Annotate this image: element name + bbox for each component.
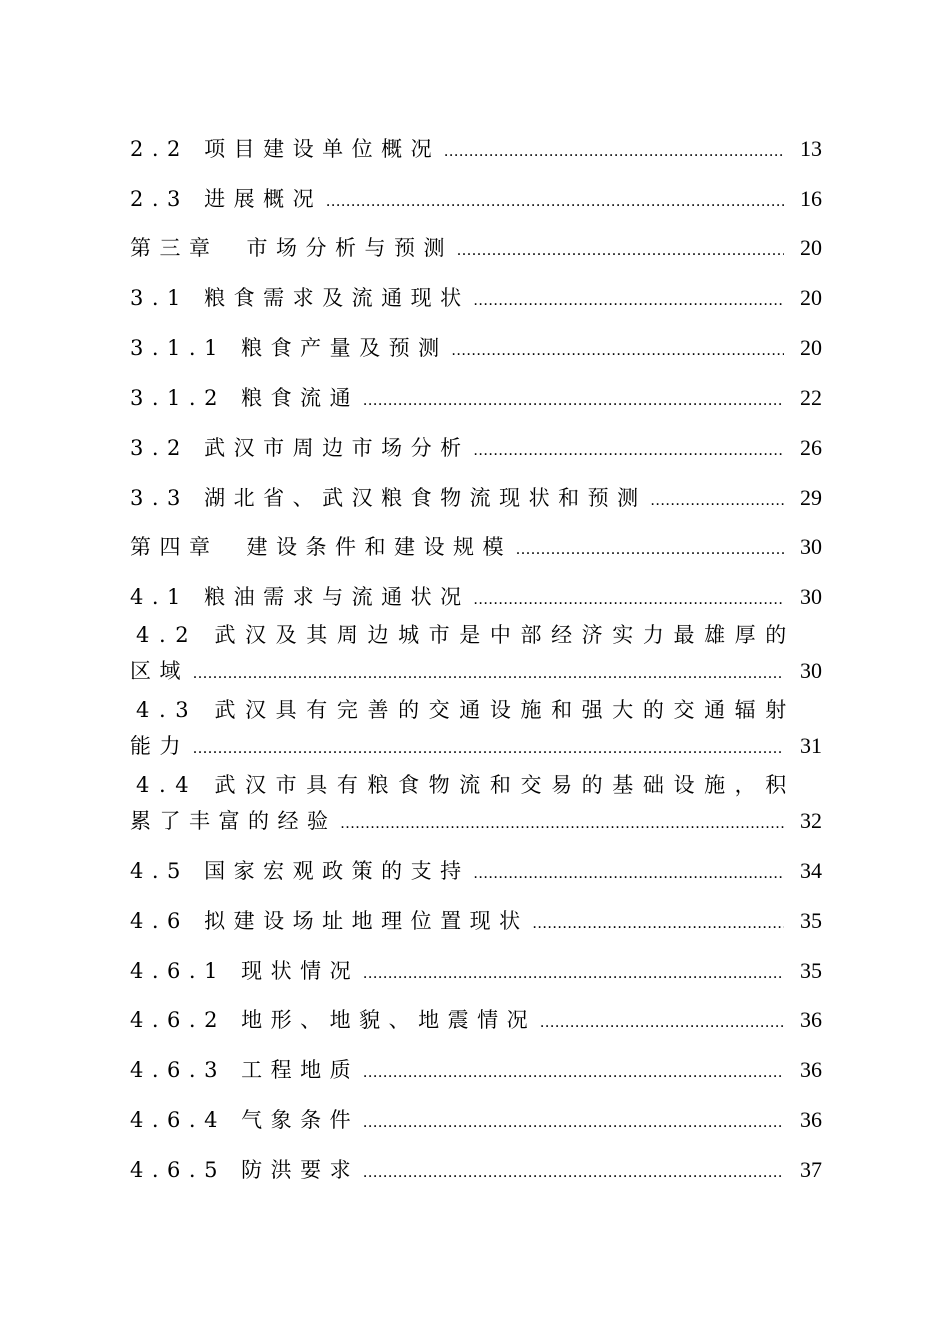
toc-entry [130, 1003, 822, 1037]
toc-entry-label: 2.2 项目建设单位概况 [130, 137, 441, 161]
dot-leader [193, 657, 784, 691]
toc-entry-label: 4.6.3 工程地质 [130, 1058, 360, 1082]
toc-entry-label: 区域 [130, 659, 189, 683]
toc-entry-label: 4.1 粮油需求与流通状况 [130, 585, 470, 609]
toc-entry [130, 654, 822, 688]
dot-leader [457, 234, 784, 268]
toc-entry [130, 954, 822, 988]
toc-chapter-title: 建设条件和建设规模 [246, 535, 512, 559]
toc-entry-page: 16 [800, 186, 822, 211]
toc-entry [130, 281, 822, 315]
toc-entry [130, 132, 822, 166]
toc-entry-page: 30 [800, 658, 822, 683]
toc-entry-label: 3.2 武汉市周边市场分析 [130, 436, 470, 460]
toc-entry-label: 4.6 拟建设场址地理位置现状 [130, 909, 529, 933]
toc-entry [130, 481, 822, 515]
toc-entry-page: 30 [800, 534, 822, 559]
toc-entry [130, 1053, 822, 1087]
toc-entry [130, 331, 822, 365]
toc-entry-label: 4.5 国家宏观政策的支持 [130, 859, 470, 883]
dot-leader [363, 1106, 784, 1140]
toc-entry [130, 431, 822, 465]
toc-chapter-number: 第三章 [130, 236, 219, 260]
toc-entry-page: 13 [800, 136, 822, 161]
toc-entry [130, 1153, 822, 1187]
toc-entry-page: 31 [800, 733, 822, 758]
dot-leader [533, 907, 784, 941]
toc-entry [130, 580, 822, 614]
toc-entry-label: 能力 [130, 734, 189, 758]
toc-entry-page: 20 [800, 235, 822, 260]
toc-entry-first-line: 4.2 武汉及其周边城市是中部经济实力最雄厚的 [136, 623, 796, 647]
dot-leader [193, 732, 784, 766]
toc-entry-page: 36 [800, 1007, 822, 1032]
toc-entry [130, 1103, 822, 1137]
toc-entry-page: 26 [800, 435, 822, 460]
toc-entry-page: 20 [800, 335, 822, 360]
dot-leader [516, 533, 784, 567]
toc-entry [130, 381, 822, 415]
toc-entry-page: 36 [800, 1057, 822, 1082]
dot-leader [540, 1006, 784, 1040]
dot-leader [341, 807, 785, 841]
dot-leader [444, 135, 784, 169]
toc-entry-page: 29 [800, 485, 822, 510]
toc-entry-page: 32 [800, 808, 822, 833]
toc-entry-page: 20 [800, 285, 822, 310]
toc-chapter-entry [130, 530, 822, 564]
toc-entry-page: 34 [800, 858, 822, 883]
dot-leader [363, 1156, 784, 1190]
toc-entry-label: 3.3 湖北省、武汉粮食物流现状和预测 [130, 486, 647, 510]
toc-entry-label: 4.6.2 地形、地貌、地震情况 [130, 1008, 537, 1032]
toc-entry [130, 904, 822, 938]
toc-entry-page: 35 [800, 958, 822, 983]
dot-leader [474, 434, 784, 468]
dot-leader [474, 284, 784, 318]
dot-leader [326, 185, 784, 219]
toc-entry-page: 36 [800, 1107, 822, 1132]
toc-entry [130, 854, 822, 888]
toc-entry-label: 4.6.4 气象条件 [130, 1108, 360, 1132]
toc-entry [130, 804, 822, 838]
toc-entry-page: 22 [800, 385, 822, 410]
dot-leader [474, 583, 784, 617]
toc-chapter-number: 第四章 [130, 535, 219, 559]
toc-entry-first-line: 4.4 武汉市具有粮食物流和交易的基础设施，积 [136, 773, 796, 797]
toc-entry-label: 3.1.2 粮食流通 [130, 386, 360, 410]
toc-entry-page: 35 [800, 908, 822, 933]
dot-leader [363, 1056, 784, 1090]
toc-entry-first-line: 4.3 武汉具有完善的交通设施和强大的交通辐射 [136, 698, 796, 722]
toc-entry-label: 3.1 粮食需求及流通现状 [130, 286, 470, 310]
dot-leader [651, 484, 784, 518]
dot-leader [363, 957, 784, 991]
toc-entry [130, 182, 822, 216]
toc-entry-label: 4.6.1 现状情况 [130, 959, 360, 983]
dot-leader [474, 857, 784, 891]
dot-leader [452, 334, 784, 368]
toc-entry-label: 2.3 进展概况 [130, 187, 323, 211]
toc-entry-label: 4.6.5 防洪要求 [130, 1158, 360, 1182]
toc-entry-page: 37 [800, 1157, 822, 1182]
toc-chapter-entry [130, 231, 822, 265]
toc-chapter-title: 市场分析与预测 [246, 236, 453, 260]
toc-entry-label: 累了丰富的经验 [130, 809, 337, 833]
toc-entry-label: 3.1.1 粮食产量及预测 [130, 336, 448, 360]
toc-entry-page: 30 [800, 584, 822, 609]
toc-entry [130, 729, 822, 763]
dot-leader [363, 384, 784, 418]
